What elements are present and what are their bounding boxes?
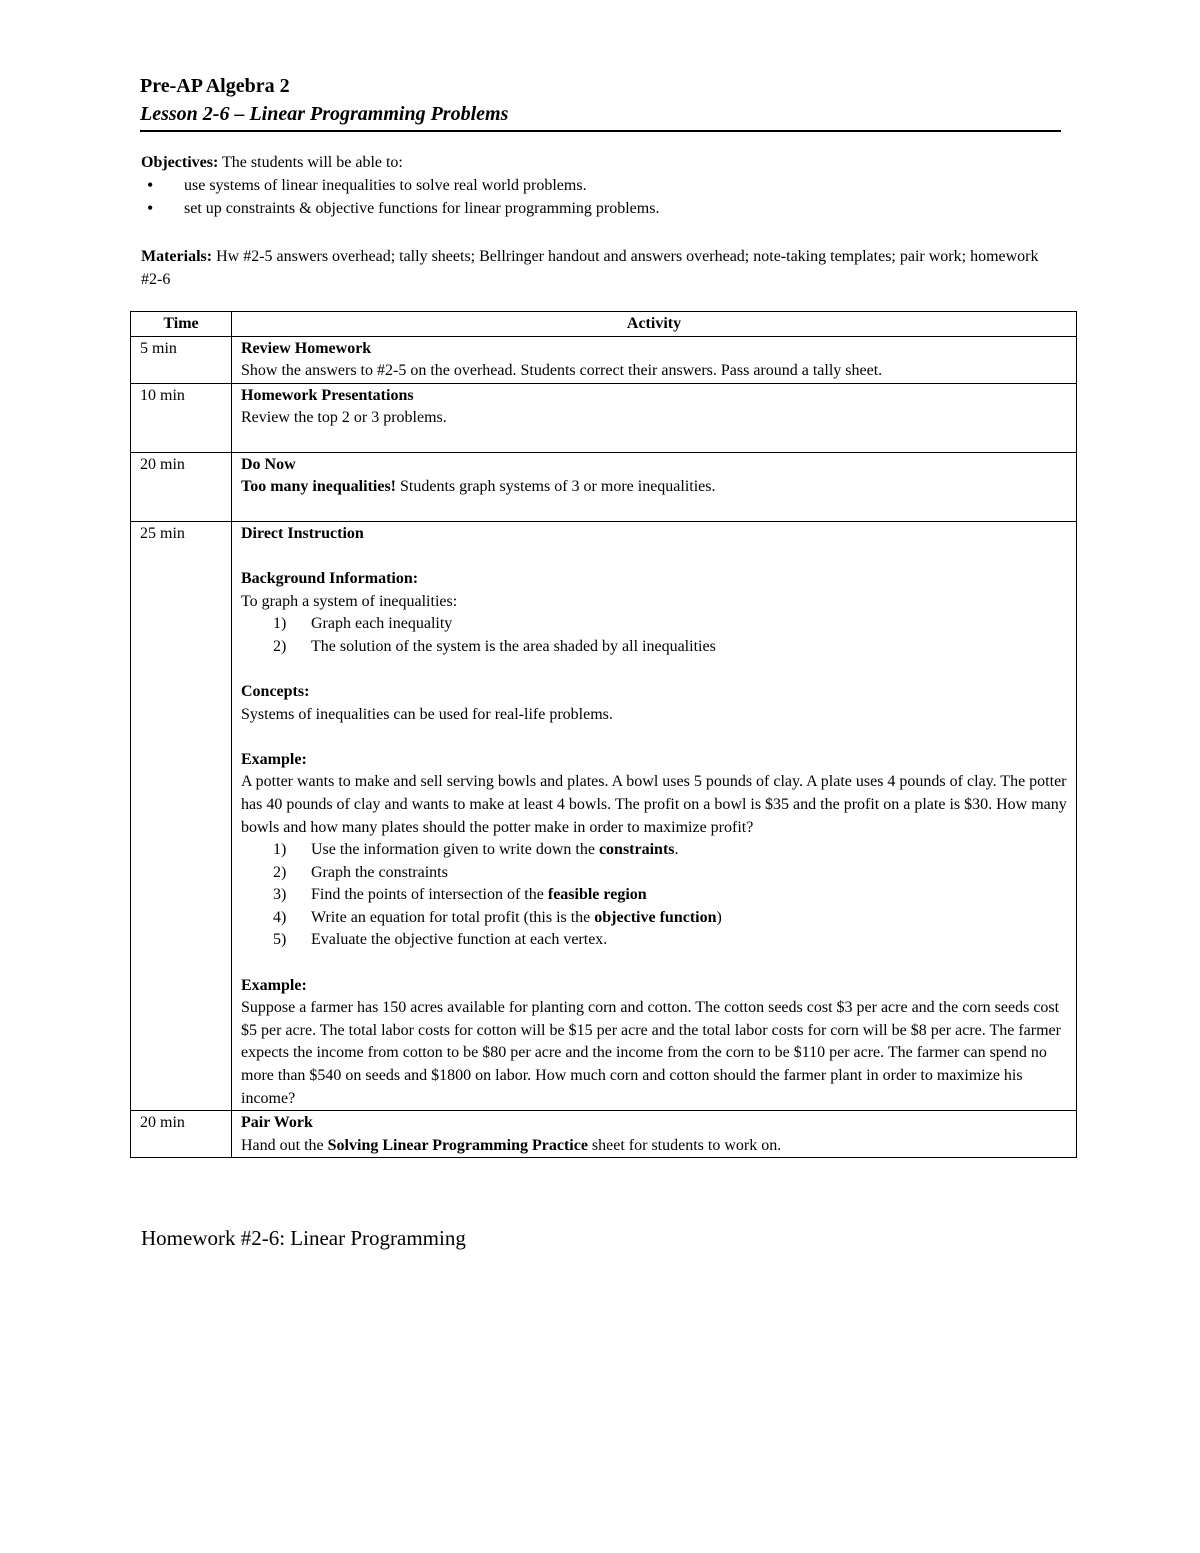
row-time: 20 min bbox=[131, 452, 232, 521]
example-label: Example: bbox=[241, 750, 307, 768]
table-row bbox=[131, 336, 1077, 383]
activity-title: Pair Work bbox=[241, 1114, 313, 1132]
row-time: 20 min bbox=[131, 1111, 232, 1158]
concepts-label: Concepts: bbox=[241, 682, 310, 700]
materials-text: Hw #2-5 answers overhead; tally sheets; Bellringer handout and answers overhead; note-taking templates; pair work; homework #2-6 bbox=[141, 248, 1039, 288]
lesson-title: Lesson 2-6 – Linear Programming Problems bbox=[140, 103, 509, 125]
activity-text: Hand out the Solving Linear Programming Practice sheet for students to work on. bbox=[241, 1136, 782, 1154]
table-row bbox=[131, 452, 1077, 521]
example-text: Suppose a farmer has 150 acres available for planting corn and cotton. The cotton seeds cost $3 per acre and the corn seeds cost $5 per acre. The total labor costs for cotton will be $15 per acre and the total labor costs for corn will be $8 per acre. The farmer expects the income from cotton to be $80 per acre and the income from the corn to be $110 per acre. The farmer can spend no more than $540 on seeds and $1800 on labor. How much corn and cotton should the farmer plant in order to maximize his income? bbox=[241, 999, 1061, 1107]
background-label: Background Information: bbox=[241, 569, 419, 587]
row-activity bbox=[232, 336, 1077, 383]
activity-title: Homework Presentations bbox=[241, 386, 414, 404]
row-activity bbox=[232, 1111, 1077, 1158]
time-column-header: Time bbox=[131, 312, 232, 337]
row-activity bbox=[232, 383, 1077, 452]
materials-section bbox=[141, 245, 1061, 291]
example-steps bbox=[241, 839, 1067, 952]
list-item: 1) Graph each inequality bbox=[273, 615, 453, 633]
row-time: 5 min bbox=[131, 336, 232, 383]
example-label: Example: bbox=[241, 976, 307, 994]
activity-text: Review the top 2 or 3 problems. bbox=[241, 409, 447, 427]
list-item: 3) Find the points of intersection of the feasible region bbox=[273, 886, 647, 904]
table-row bbox=[131, 1111, 1077, 1158]
objectives-label: Objectives: bbox=[141, 154, 219, 171]
activity-bold-lead: Too many inequalities! bbox=[241, 478, 396, 496]
homework-heading: Homework #2-6: Linear Programming bbox=[141, 1226, 466, 1250]
row-activity bbox=[232, 521, 1077, 1110]
activity-title: Direct Instruction bbox=[241, 524, 364, 542]
activity-text: Show the answers to #2-5 on the overhead. Students correct their answers. Pass around a tally sheet. bbox=[241, 362, 883, 380]
activity-column-header: Activity bbox=[232, 312, 1077, 337]
course-title: Pre-AP Algebra 2 bbox=[140, 75, 290, 97]
materials-label: Materials: bbox=[141, 248, 213, 265]
objectives-intro: The students will be able to: bbox=[218, 154, 403, 171]
background-text: To graph a system of inequalities: bbox=[241, 592, 458, 610]
example-text: A potter wants to make and sell serving bowls and plates. A bowl uses 5 pounds of clay. A plate uses 4 pounds of clay. The potter has 40 pounds of clay and wants to make at least 4 bowls. The profit on a bowl is $35 and the profit on a plate is $30. How many bowls and how many plates should the potter make in order to maximize profit? bbox=[241, 773, 1067, 836]
concepts-text: Systems of inequalities can be used for real-life problems. bbox=[241, 705, 613, 723]
activity-title: Do Now bbox=[241, 455, 296, 473]
list-item: 1) Use the information given to write down the constraints. bbox=[273, 841, 679, 859]
activity-title: Review Homework bbox=[241, 339, 372, 357]
activity-text bbox=[241, 476, 1067, 499]
objective-item: • use systems of linear inequalities to solve real world problems. bbox=[141, 174, 1061, 197]
row-activity bbox=[232, 452, 1077, 521]
objectives-list bbox=[141, 174, 1061, 220]
row-time: 25 min bbox=[131, 521, 232, 1110]
list-item: 4) Write an equation for total profit (this is the objective function) bbox=[273, 908, 722, 926]
activity-text-rest: Students graph systems of 3 or more inequalities. bbox=[396, 478, 716, 496]
objectives-section bbox=[141, 151, 1061, 220]
background-steps bbox=[241, 613, 1067, 658]
document-header bbox=[140, 72, 1061, 132]
activity-bold-text: Solving Linear Programming Practice bbox=[327, 1136, 588, 1154]
table-row bbox=[131, 383, 1077, 452]
list-item: 2) Graph the constraints bbox=[273, 863, 448, 881]
list-item: 5) Evaluate the objective function at each vertex. bbox=[273, 931, 608, 949]
table-header-row bbox=[131, 312, 1077, 337]
list-item: 2) The solution of the system is the area shaded by all inequalities bbox=[273, 637, 716, 655]
objective-item: • set up constraints & objective functions for linear programming problems. bbox=[141, 197, 1061, 220]
table-row bbox=[131, 521, 1077, 1110]
row-time: 10 min bbox=[131, 383, 232, 452]
lesson-plan-table bbox=[130, 311, 1077, 1158]
